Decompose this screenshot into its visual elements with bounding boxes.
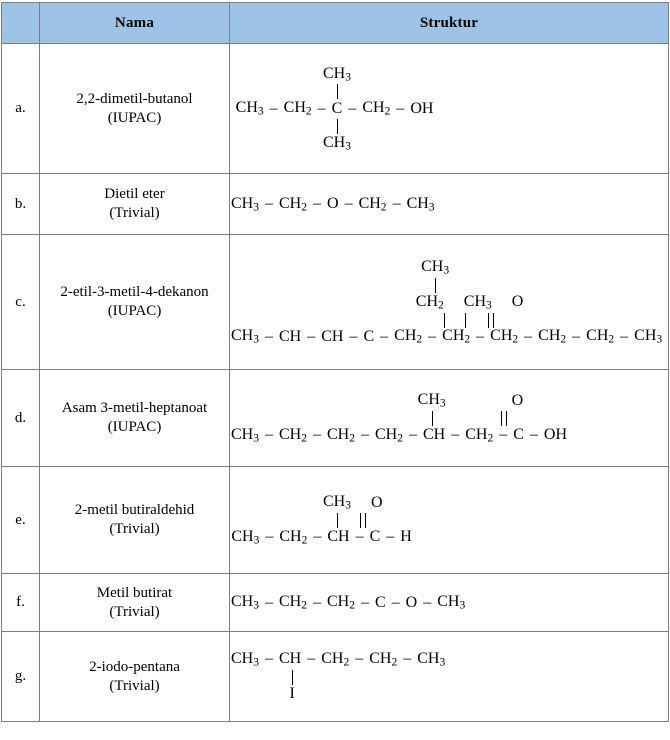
bond-single: – bbox=[616, 327, 633, 345]
branch-group-oxygen: O bbox=[371, 493, 383, 511]
table-row bbox=[2, 370, 669, 467]
row-name bbox=[40, 370, 230, 467]
name-line-primary: Asam 3-metil-heptanoat bbox=[61, 400, 208, 417]
structure-main-chain-row bbox=[230, 328, 663, 346]
bond-single: – bbox=[424, 327, 441, 345]
chain-group: $CH_3$ bbox=[417, 649, 446, 669]
branch-group-oxygen: O bbox=[511, 293, 524, 311]
chain-group: $CH_3$ bbox=[437, 593, 466, 612]
structure-bond-row bbox=[247, 410, 551, 427]
name-line-nomenclature: (Trivial) bbox=[109, 205, 160, 221]
structure-mid-bond-row bbox=[397, 311, 497, 328]
vertical-bond-icon bbox=[434, 277, 437, 294]
double-bond-icon bbox=[357, 512, 369, 529]
chain-group: CH bbox=[423, 426, 446, 444]
branch-group-ch3: $CH_3$ bbox=[463, 292, 492, 312]
row-name bbox=[40, 235, 230, 370]
structure-main-chain-row bbox=[230, 427, 568, 445]
name-line-nomenclature: (Trivial) bbox=[109, 603, 160, 620]
table-row bbox=[2, 574, 669, 632]
chain-group: $CH_3$ bbox=[231, 593, 259, 612]
branch-group-oxygen: O bbox=[511, 391, 524, 409]
chain-group: $CH_3$ bbox=[235, 99, 264, 118]
chain-group: $CH_3$ bbox=[634, 327, 663, 346]
bond-single: – bbox=[313, 99, 330, 117]
name-line-nomenclature: (Trivial) bbox=[109, 677, 160, 694]
vertical-bond-icon bbox=[464, 312, 467, 329]
structure-main-chain-row bbox=[230, 529, 412, 547]
structure-top-branch-row bbox=[230, 66, 439, 84]
chain-group: CH bbox=[279, 327, 302, 345]
row-name bbox=[40, 467, 230, 574]
vertical-bond-icon bbox=[431, 410, 434, 427]
row-letter: g. bbox=[2, 632, 40, 722]
chain-group: $CH_2$ bbox=[327, 593, 355, 612]
row-structure bbox=[230, 235, 669, 370]
bond-single: – bbox=[309, 426, 325, 444]
chain-group: C bbox=[331, 99, 343, 117]
structure-bond-row bbox=[245, 669, 432, 686]
bond-single: – bbox=[387, 593, 404, 611]
branch-group-ch3-top: $CH_3$ bbox=[323, 64, 351, 84]
table-row bbox=[2, 174, 669, 235]
chain-group: $CH_2$ bbox=[279, 593, 307, 612]
chain-group: OH bbox=[410, 99, 434, 117]
vertical-bond-icon bbox=[336, 84, 339, 101]
structure-main-chain-row bbox=[230, 594, 466, 612]
row-structure bbox=[230, 370, 669, 467]
bond-single: – bbox=[344, 99, 361, 117]
chain-group: $CH_3$ bbox=[231, 327, 259, 346]
chain-group: $CH_2$ bbox=[279, 528, 308, 547]
name-line-nomenclature: (Trivial) bbox=[109, 521, 160, 537]
table-row bbox=[2, 467, 669, 574]
row-letter: f. bbox=[2, 574, 40, 632]
row-structure bbox=[230, 44, 669, 174]
bond-single: – bbox=[405, 426, 421, 444]
table-body bbox=[2, 44, 669, 722]
double-bond-icon bbox=[498, 410, 510, 427]
bond-single: – bbox=[309, 593, 325, 611]
structure-diagram-e bbox=[230, 494, 413, 546]
structure-mid-branch-row bbox=[369, 294, 525, 312]
row-name bbox=[40, 632, 230, 722]
bond-single: – bbox=[303, 650, 320, 668]
chain-group: CH bbox=[279, 650, 302, 668]
branch-group-ch3: $CH_3$ bbox=[417, 391, 446, 410]
chain-group: C bbox=[369, 528, 381, 546]
structure-top-branch-row bbox=[374, 259, 519, 277]
chain-group: $CH_3$ bbox=[231, 426, 259, 445]
bond-single: – bbox=[495, 426, 512, 444]
bond-single: – bbox=[261, 593, 277, 611]
chain-group: $CH_3$ bbox=[231, 528, 260, 547]
row-name bbox=[40, 174, 230, 235]
bond-single: – bbox=[419, 593, 436, 611]
bond-single: – bbox=[399, 650, 416, 668]
bond-single: – bbox=[392, 99, 409, 117]
vertical-bond-icon bbox=[336, 512, 339, 529]
chain-group: $CH_3$ bbox=[231, 649, 259, 669]
chain-group: $CH_2$ bbox=[538, 327, 567, 346]
row-structure bbox=[230, 632, 669, 722]
chain-group: C bbox=[375, 593, 386, 611]
row-letter: e. bbox=[2, 467, 40, 574]
bond-single: – bbox=[261, 195, 277, 213]
chain-group: $CH_2$ bbox=[358, 194, 387, 214]
bond-single: – bbox=[309, 195, 325, 213]
chain-group: $CH_2$ bbox=[283, 99, 312, 118]
row-letter: c. bbox=[2, 235, 40, 370]
chain-group: $CH_2$ bbox=[362, 99, 391, 118]
table-row bbox=[2, 44, 669, 174]
nomenclature-structure-table bbox=[1, 2, 669, 722]
vertical-bond-icon bbox=[336, 118, 339, 135]
bond-single: – bbox=[472, 327, 489, 345]
bond-single: – bbox=[265, 99, 282, 117]
structure-diagram-b bbox=[230, 196, 436, 214]
name-line-primary: 2,2-dimetil-butanol bbox=[76, 90, 193, 107]
bond-single: – bbox=[340, 195, 357, 213]
chain-group: H bbox=[400, 528, 412, 546]
structure-main-chain-row bbox=[230, 651, 446, 669]
chain-group: CH bbox=[327, 528, 350, 546]
structure-bottom-branch-row bbox=[230, 135, 439, 153]
chain-group: $CH_2$ bbox=[279, 426, 307, 445]
structure-diagram-d bbox=[230, 392, 568, 444]
name-line-nomenclature: (IUPAC) bbox=[107, 419, 162, 435]
row-structure bbox=[230, 574, 669, 632]
chain-group: $CH_2$ bbox=[394, 327, 423, 346]
bond-single: – bbox=[261, 650, 277, 668]
branch-group-ch3: $CH_3$ bbox=[323, 493, 351, 512]
bond-single: – bbox=[357, 593, 373, 611]
name-line-primary: 2-etil-3-metil-4-dekanon bbox=[60, 284, 209, 301]
chain-group: CH bbox=[321, 327, 344, 345]
structure-top-bond-row bbox=[244, 83, 426, 100]
chain-group: $CH_2$ bbox=[369, 649, 398, 669]
bond-single: – bbox=[376, 327, 393, 345]
row-letter: a. bbox=[2, 44, 40, 174]
structure-diagram-f bbox=[230, 594, 466, 612]
name-line-nomenclature: (IUPAC) bbox=[107, 109, 162, 126]
bond-single: – bbox=[568, 327, 585, 345]
branch-group-iodine: I bbox=[289, 684, 295, 702]
chain-group: C bbox=[513, 426, 524, 444]
chain-group: $CH_2$ bbox=[490, 327, 519, 346]
row-structure bbox=[230, 174, 669, 235]
table-row bbox=[2, 235, 669, 370]
structure-upper-bond-row bbox=[388, 277, 506, 294]
structure-main-chain-row bbox=[230, 196, 436, 214]
bond-single: – bbox=[357, 426, 373, 444]
bond-single: – bbox=[520, 327, 537, 345]
table-row bbox=[2, 632, 669, 722]
row-name bbox=[40, 574, 230, 632]
name-line-primary: Metil butirat bbox=[96, 584, 173, 601]
bond-single: – bbox=[345, 327, 362, 345]
structure-diagram-g bbox=[230, 651, 446, 703]
bond-single: – bbox=[351, 650, 368, 668]
structure-branch-row bbox=[230, 494, 413, 512]
header-nama: Nama bbox=[40, 3, 230, 44]
chain-group: OH bbox=[543, 426, 568, 444]
vertical-bond-icon bbox=[291, 669, 294, 686]
structure-bond-row bbox=[244, 512, 399, 529]
bond-single: – bbox=[309, 528, 326, 546]
chain-group: $CH_2$ bbox=[327, 426, 355, 445]
bond-single: – bbox=[351, 528, 368, 546]
branch-group-ch3-top: $CH_3$ bbox=[421, 258, 450, 277]
header-struktur: Struktur bbox=[230, 3, 669, 44]
name-line-primary: 2-metil butiraldehid bbox=[74, 502, 195, 519]
bond-single: – bbox=[261, 426, 277, 444]
chain-group: $CH_2$ bbox=[586, 327, 615, 346]
structure-bottom-branch-row bbox=[242, 686, 433, 704]
structure-main-chain-row bbox=[235, 100, 435, 118]
bond-single: – bbox=[525, 426, 542, 444]
branch-group-ch2: $CH_2$ bbox=[415, 292, 444, 312]
chain-group: $CH_2$ bbox=[279, 194, 307, 214]
name-line-primary: Dietil eter bbox=[104, 186, 165, 203]
bond-single: – bbox=[388, 195, 405, 213]
row-name bbox=[40, 44, 230, 174]
structure-diagram-c bbox=[230, 259, 663, 346]
chain-group: $CH_2$ bbox=[465, 426, 494, 445]
bond-single: – bbox=[382, 528, 399, 546]
bond-single: – bbox=[261, 327, 277, 345]
chain-group: C bbox=[363, 327, 375, 345]
row-structure bbox=[230, 467, 669, 574]
row-letter: d. bbox=[2, 370, 40, 467]
chain-group: $CH_3$ bbox=[231, 194, 259, 214]
bond-single: – bbox=[303, 327, 320, 345]
structure-diagram-a bbox=[230, 66, 439, 153]
bond-single: – bbox=[261, 528, 278, 546]
chain-group: O bbox=[327, 195, 339, 213]
header-index bbox=[2, 3, 40, 44]
name-line-primary: 2-iodo-pentana bbox=[89, 658, 180, 675]
structure-bottom-bond-row bbox=[244, 118, 426, 135]
chain-group: $CH_3$ bbox=[406, 194, 435, 214]
vertical-bond-icon bbox=[443, 312, 446, 329]
chain-group: $CH_2$ bbox=[321, 649, 350, 669]
bond-single: – bbox=[447, 426, 464, 444]
name-line-nomenclature: (IUPAC) bbox=[107, 303, 162, 319]
structure-branch-row bbox=[233, 392, 566, 410]
double-bond-icon bbox=[485, 312, 497, 329]
chain-group: $CH_2$ bbox=[442, 327, 471, 346]
branch-group-ch3-bottom: $CH_3$ bbox=[323, 133, 351, 153]
chain-group: $CH_2$ bbox=[375, 426, 403, 445]
table-header-row bbox=[2, 3, 669, 44]
row-letter: b. bbox=[2, 174, 40, 235]
chain-group: O bbox=[405, 593, 418, 611]
